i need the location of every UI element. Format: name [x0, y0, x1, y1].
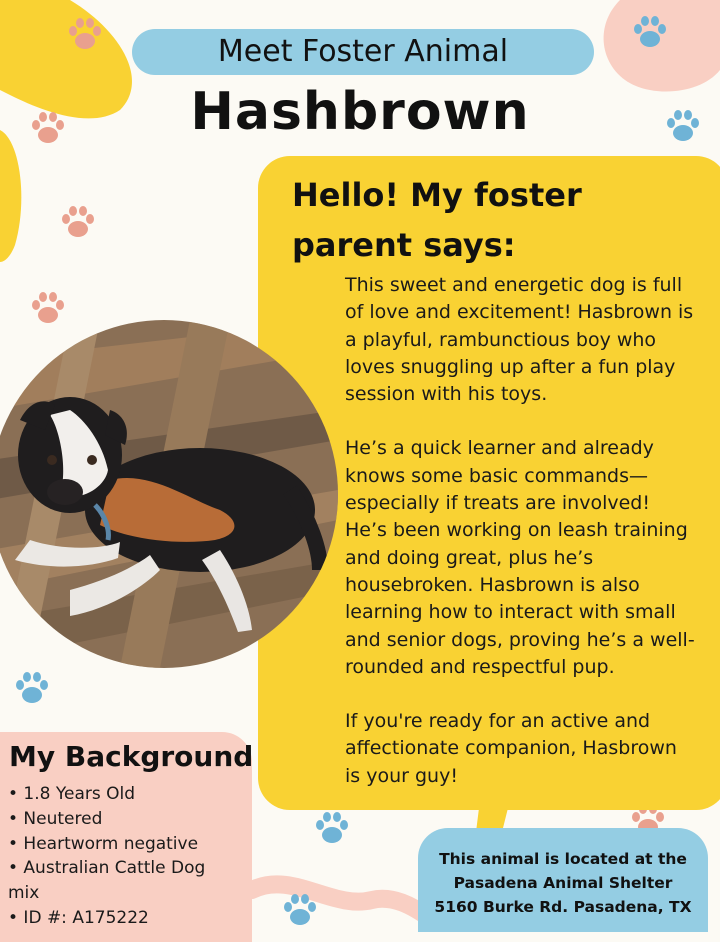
- paw-print-icon: [630, 12, 670, 52]
- story-paragraph-3: If you're ready for an active and affectionate companion, Hasbrown is your guy!: [345, 710, 677, 787]
- background-item-neutered: • Neutered: [8, 808, 103, 829]
- background-item-age: • 1.8 Years Old: [8, 784, 136, 804]
- subtitle-pill: [132, 29, 594, 75]
- background-item-heartworm: • Heartworm negative: [8, 833, 199, 854]
- paw-print-icon: [65, 14, 105, 54]
- background-item-breed: • Australian Cattle Dog mix: [8, 858, 206, 904]
- location-line2: Pasadena Animal Shelter: [453, 874, 673, 892]
- paw-print-icon: [280, 890, 320, 930]
- subtitle-text: Meet Foster Animal: [217, 34, 509, 69]
- story-paragraph-2: He’s a quick learner and already knows some basic commands—especially if treats are involved! He’s been working on leash training and doing great, plus he’s housebroken. Hasbrown is also learning how to interact with small and senior dogs, proving he’s a well-rounded and respectful pup.: [345, 437, 695, 678]
- animal-name-title: Hashbrown: [190, 82, 530, 142]
- background-item-id: • ID #: A175222: [8, 907, 149, 928]
- location-line1: This animal is located at the: [439, 850, 687, 868]
- paw-print-icon: [12, 668, 52, 708]
- paw-print-icon: [58, 202, 98, 242]
- decorative-pink-squiggle-bottom: [252, 860, 432, 932]
- story-paragraph-1: This sweet and energetic dog is full of love and excitement! Hasbrown is a playful, rambunctious boy who loves snuggling up after a fun play session with his toys.: [345, 274, 694, 406]
- foster-heading-line1: Hello! My foster: [292, 176, 582, 214]
- location-line3: 5160 Burke Rd. Pasadena, TX: [434, 898, 692, 916]
- location-text: [418, 847, 708, 919]
- foster-story: [345, 272, 695, 817]
- background-title: My Background: [9, 740, 254, 773]
- dog-photo: [0, 320, 338, 668]
- dog-photo-illustration: [0, 320, 338, 668]
- foster-heading: [292, 170, 622, 270]
- paw-print-icon: [28, 288, 68, 328]
- foster-heading-line2: parent says:: [292, 226, 516, 264]
- background-list: [8, 782, 240, 931]
